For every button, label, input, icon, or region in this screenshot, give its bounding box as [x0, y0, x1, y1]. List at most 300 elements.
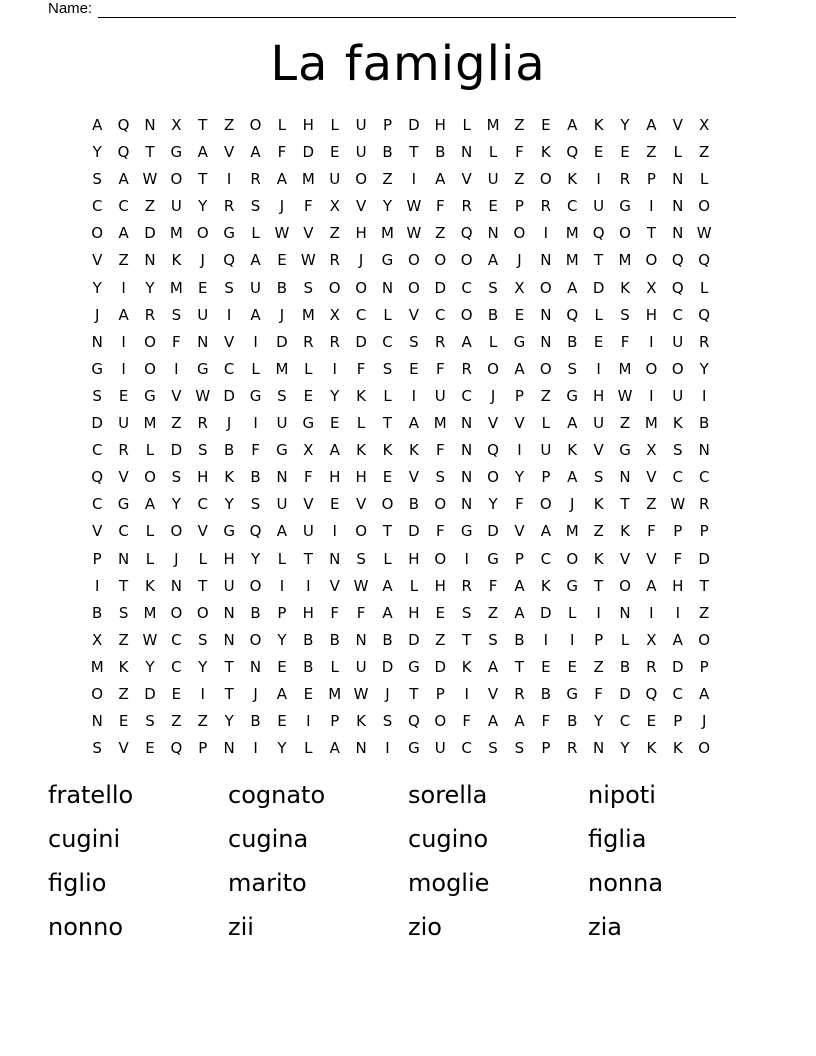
grid-letter: C	[171, 630, 182, 649]
grid-letter: N	[593, 739, 605, 758]
grid-letter: A	[118, 224, 129, 243]
grid-letter: J	[490, 386, 496, 405]
grid-letter: I	[121, 332, 126, 351]
grid-letter: A	[250, 143, 261, 162]
grid-letter: C	[566, 197, 578, 216]
grid-letter: A	[435, 170, 446, 189]
grid-letter: V	[514, 522, 525, 541]
grid-letter: L	[251, 224, 260, 243]
grid-letter: N	[355, 739, 367, 758]
grid-letter: T	[409, 684, 419, 703]
grid-letter: Q	[698, 305, 711, 324]
grid-letter: N	[698, 441, 710, 460]
grid-letter: Y	[514, 468, 525, 487]
grid-letter: I	[306, 712, 311, 731]
grid-letter: Z	[144, 197, 156, 216]
grid-letter: T	[646, 224, 656, 243]
grid-letter: V	[355, 495, 367, 514]
grid-letter: O	[513, 224, 526, 243]
grid-letter: L	[330, 657, 339, 676]
grid-letter: B	[250, 712, 261, 731]
grid-letter: K	[672, 414, 683, 433]
grid-letter: T	[303, 549, 313, 568]
grid-letter: N	[223, 739, 235, 758]
grid-letter: R	[698, 495, 710, 514]
grid-letter: Z	[487, 603, 499, 622]
grid-letter: C	[461, 739, 472, 758]
grid-letter: D	[672, 657, 684, 676]
grid-letter: Y	[92, 143, 102, 162]
grid-letter: Q	[223, 251, 236, 270]
grid-letter: Q	[671, 278, 684, 297]
grid-letter: A	[250, 251, 261, 270]
grid-letter: R	[461, 197, 472, 216]
grid-letter: Q	[91, 468, 104, 487]
grid-letter: A	[382, 576, 393, 595]
grid-letter: S	[435, 468, 446, 487]
grid-letter: B	[540, 684, 551, 703]
grid-letter: T	[145, 143, 155, 162]
grid-letter: K	[540, 576, 551, 595]
grid-letter: V	[118, 739, 129, 758]
grid-letter: L	[488, 143, 498, 162]
grid-letter: E	[303, 684, 314, 703]
grid-letter: O	[328, 278, 341, 297]
grid-letter: T	[409, 143, 419, 162]
grid-letter: C	[355, 305, 367, 324]
grid-letter: R	[567, 739, 578, 758]
grid-letter: E	[593, 143, 604, 162]
grid-letter: A	[461, 332, 472, 351]
grid-letter: I	[121, 359, 126, 378]
grid-row	[84, 518, 734, 545]
grid-letter: R	[461, 576, 472, 595]
grid-letter: R	[540, 197, 552, 216]
grid-letter: D	[434, 278, 447, 297]
grid-letter: V	[487, 684, 499, 703]
grid-letter: T	[119, 576, 129, 595]
word-bank-item: figlia	[588, 825, 647, 853]
grid-letter: B	[699, 414, 710, 433]
grid-letter: N	[170, 576, 182, 595]
grid-letter: O	[434, 251, 447, 270]
grid-letter: K	[540, 143, 551, 162]
grid-letter: Z	[699, 603, 710, 622]
grid-row	[84, 573, 734, 600]
grid-letter: D	[144, 684, 156, 703]
grid-letter: C	[118, 197, 129, 216]
grid-letter: C	[197, 495, 208, 514]
grid-letter: V	[329, 576, 340, 595]
grid-letter: Z	[646, 143, 657, 162]
grid-letter: X	[646, 630, 657, 649]
grid-letter: E	[171, 684, 182, 703]
grid-letter: U	[355, 143, 367, 162]
grid-letter: Y	[620, 116, 630, 134]
grid-letter: I	[306, 576, 311, 595]
grid-letter: N	[540, 332, 552, 351]
grid-letter: Y	[92, 278, 102, 297]
grid-letter: G	[513, 332, 526, 351]
grid-letter: E	[118, 386, 129, 405]
grid-letter: O	[645, 251, 658, 270]
grid-letter: O	[196, 224, 209, 243]
grid-letter: C	[118, 522, 129, 541]
grid-letter: I	[701, 386, 707, 405]
grid-letter: G	[196, 359, 209, 378]
grid-row	[84, 356, 734, 383]
grid-letter: G	[170, 143, 183, 162]
grid-letter: A	[329, 739, 340, 758]
grid-letter: V	[224, 143, 235, 162]
grid-letter: J	[253, 684, 258, 703]
grid-row	[84, 627, 734, 654]
grid-letter: O	[566, 549, 579, 568]
grid-letter: I	[226, 305, 232, 324]
grid-letter: D	[592, 278, 605, 297]
grid-letter: P	[435, 684, 445, 703]
grid-letter: L	[304, 359, 313, 378]
grid-row	[84, 302, 734, 329]
grid-letter: L	[488, 332, 498, 351]
grid-letter: C	[672, 684, 684, 703]
grid-letter: S	[92, 170, 102, 189]
grid-letter: X	[699, 116, 710, 134]
grid-letter: D	[223, 386, 235, 405]
grid-row	[84, 383, 734, 410]
grid-letter: H	[355, 468, 367, 487]
grid-letter: M	[169, 278, 183, 297]
grid-letter: F	[251, 441, 260, 460]
grid-letter: S	[620, 305, 630, 324]
grid-letter: E	[620, 143, 630, 162]
grid-letter: G	[144, 386, 156, 405]
grid-letter: N	[91, 712, 103, 731]
grid-letter: A	[118, 170, 129, 189]
grid-letter: W	[353, 684, 369, 703]
grid-letter: D	[381, 657, 394, 676]
grid-letter: A	[118, 305, 129, 324]
grid-letter: E	[329, 414, 340, 433]
grid-letter: B	[487, 305, 499, 324]
grid-letter: U	[276, 414, 288, 433]
grid-letter: H	[672, 576, 684, 595]
grid-letter: L	[304, 739, 313, 758]
grid-letter: I	[596, 359, 601, 378]
grid-letter: O	[249, 630, 262, 649]
grid-letter: C	[540, 549, 552, 568]
grid-letter: F	[435, 197, 445, 216]
grid-letter: F	[647, 522, 656, 541]
grid-row	[84, 329, 734, 356]
grid-letter: O	[170, 522, 183, 541]
word-bank-item: cugini	[48, 825, 121, 853]
grid-row	[84, 410, 734, 437]
grid-letter: J	[701, 712, 707, 731]
grid-letter: Q	[566, 143, 579, 162]
grid-letter: S	[593, 468, 604, 487]
grid-letter: K	[356, 386, 367, 405]
grid-letter: I	[649, 603, 654, 622]
word-bank-item: nipoti	[588, 781, 656, 809]
grid-letter: M	[565, 522, 579, 541]
word-bank-item: marito	[228, 869, 307, 897]
grid-letter: I	[649, 386, 654, 405]
grid-letter: S	[488, 739, 498, 758]
grid-letter: A	[672, 630, 683, 649]
grid-letter: W	[696, 224, 712, 243]
grid-letter: Z	[224, 116, 235, 134]
grid-letter: U	[672, 386, 684, 405]
grid-letter: O	[144, 332, 156, 351]
name-label: Name:	[48, 0, 93, 17]
grid-letter: Z	[514, 170, 525, 189]
grid-letter: G	[249, 386, 262, 405]
grid-letter: S	[224, 278, 234, 297]
grid-letter: F	[435, 522, 445, 541]
grid-letter: L	[277, 549, 287, 568]
grid-letter: N	[487, 224, 499, 243]
grid-letter: X	[646, 278, 657, 297]
grid-letter: Z	[171, 712, 182, 731]
grid-letter: L	[383, 549, 392, 568]
grid-letter: L	[277, 116, 287, 134]
grid-letter: V	[646, 468, 657, 487]
grid-letter: Y	[198, 657, 208, 676]
grid-letter: C	[223, 359, 235, 378]
grid-letter: F	[594, 684, 603, 703]
grid-letter: A	[250, 305, 261, 324]
grid-letter: C	[698, 468, 710, 487]
grid-letter: U	[118, 414, 130, 433]
grid-letter: V	[619, 549, 631, 568]
grid-letter: G	[117, 495, 130, 514]
grid-letter: I	[253, 739, 258, 758]
grid-letter: F	[435, 359, 445, 378]
grid-letter: O	[434, 549, 447, 568]
grid-letter: O	[645, 359, 658, 378]
grid-letter: W	[195, 386, 211, 405]
grid-letter: E	[409, 359, 419, 378]
grid-letter: D	[540, 603, 552, 622]
grid-letter: P	[277, 603, 287, 622]
grid-letter: H	[645, 305, 658, 324]
grid-letter: G	[566, 576, 579, 595]
grid-letter: Y	[330, 386, 340, 405]
grid-letter: E	[303, 386, 314, 405]
grid-letter: V	[408, 305, 420, 324]
word-search-grid	[84, 112, 734, 762]
grid-letter: N	[249, 657, 262, 676]
word-bank-item: figlio	[48, 869, 107, 897]
grid-row	[84, 600, 734, 627]
grid-letter: Y	[145, 278, 155, 297]
grid-letter: H	[329, 468, 341, 487]
grid-letter: H	[434, 116, 446, 134]
grid-letter: T	[462, 630, 472, 649]
grid-letter: K	[646, 739, 657, 758]
grid-letter: A	[92, 116, 103, 134]
grid-letter: G	[302, 414, 315, 433]
grid-letter: H	[434, 576, 446, 595]
grid-letter: O	[144, 359, 156, 378]
grid-letter: Z	[118, 251, 129, 270]
grid-letter: W	[670, 495, 686, 514]
grid-letter: N	[197, 332, 209, 351]
grid-letter: V	[646, 549, 657, 568]
grid-letter: X	[171, 116, 182, 134]
grid-letter: Z	[593, 522, 604, 541]
grid-letter: W	[406, 224, 422, 243]
grid-letter: V	[355, 197, 367, 216]
grid-row	[84, 735, 734, 762]
grid-letter: O	[671, 359, 684, 378]
name-field	[48, 0, 736, 18]
grid-letter: C	[672, 305, 684, 324]
grid-letter: M	[565, 251, 579, 270]
grid-letter: L	[673, 143, 682, 162]
grid-letter: O	[249, 116, 262, 134]
grid-letter: B	[224, 441, 235, 460]
grid-letter: G	[566, 684, 579, 703]
grid-letter: O	[539, 170, 552, 189]
grid-letter: N	[672, 197, 684, 216]
grid-letter: L	[145, 441, 155, 460]
grid-letter: L	[462, 116, 471, 134]
grid-letter: Q	[117, 143, 130, 162]
grid-letter: S	[197, 630, 208, 649]
grid-letter: D	[619, 684, 631, 703]
grid-letter: L	[145, 522, 155, 541]
grid-letter: U	[329, 170, 341, 189]
grid-letter: H	[592, 386, 605, 405]
grid-letter: D	[302, 143, 315, 162]
grid-letter: I	[226, 170, 232, 189]
grid-letter: S	[145, 712, 155, 731]
grid-letter: N	[461, 468, 473, 487]
grid-letter: A	[567, 116, 578, 134]
grid-letter: R	[223, 197, 235, 216]
grid-letter: O	[407, 251, 420, 270]
word-bank-item: zia	[588, 913, 622, 941]
grid-letter: S	[118, 603, 129, 622]
grid-letter: Z	[646, 495, 657, 514]
grid-letter: I	[596, 170, 601, 189]
grid-letter: P	[699, 522, 709, 541]
grid-letter: K	[356, 441, 367, 460]
grid-letter: I	[94, 576, 100, 595]
grid-letter: B	[619, 657, 631, 676]
grid-letter: R	[303, 332, 314, 351]
grid-letter: F	[172, 332, 181, 351]
grid-letter: V	[224, 332, 235, 351]
grid-letter: W	[142, 630, 158, 649]
grid-letter: F	[304, 197, 313, 216]
grid-letter: R	[646, 657, 657, 676]
page-title: La famiglia	[270, 36, 546, 92]
word-bank-item: nonna	[588, 869, 664, 897]
grid-letter: E	[567, 657, 577, 676]
grid-letter: I	[279, 576, 285, 595]
grid-letter: U	[434, 386, 446, 405]
grid-letter: S	[382, 712, 393, 731]
grid-letter: R	[461, 359, 472, 378]
grid-letter: C	[382, 332, 393, 351]
grid-letter: M	[618, 359, 632, 378]
grid-letter: B	[382, 630, 393, 649]
grid-letter: A	[144, 495, 156, 514]
grid-letter: R	[197, 414, 208, 433]
grid-row	[84, 166, 734, 193]
grid-letter: U	[302, 522, 314, 541]
grid-letter: E	[514, 305, 525, 324]
grid-letter: E	[541, 116, 551, 134]
grid-letter: O	[196, 603, 209, 622]
grid-letter: Q	[407, 712, 420, 731]
grid-letter: B	[329, 630, 340, 649]
grid-letter: E	[277, 251, 287, 270]
grid-letter: E	[118, 712, 129, 731]
grid-row	[84, 139, 734, 166]
grid-letter: G	[619, 441, 631, 460]
grid-letter: N	[117, 549, 130, 568]
grid-letter: A	[329, 441, 340, 460]
grid-letter: K	[382, 441, 393, 460]
grid-letter: B	[567, 332, 578, 351]
grid-letter: K	[593, 495, 604, 514]
grid-letter: E	[593, 332, 604, 351]
grid-letter: Z	[197, 712, 208, 731]
grid-letter: E	[488, 197, 498, 216]
grid-letter: N	[144, 116, 156, 134]
grid-letter: V	[118, 468, 129, 487]
grid-row	[84, 681, 734, 708]
grid-letter: V	[672, 116, 683, 134]
grid-letter: U	[276, 495, 288, 514]
grid-letter: J	[570, 495, 575, 514]
grid-letter: U	[593, 197, 605, 216]
grid-letter: Q	[460, 224, 473, 243]
grid-letter: P	[673, 522, 683, 541]
grid-letter: O	[487, 468, 499, 487]
grid-letter: Y	[699, 359, 709, 378]
grid-letter: R	[250, 170, 261, 189]
grid-row	[84, 220, 734, 247]
grid-letter: U	[434, 739, 446, 758]
grid-letter: J	[279, 305, 285, 324]
grid-letter: T	[699, 576, 709, 595]
grid-letter: C	[461, 386, 472, 405]
grid-letter: P	[198, 739, 208, 758]
grid-letter: I	[570, 630, 575, 649]
grid-letter: P	[330, 712, 340, 731]
grid-letter: I	[174, 359, 179, 378]
grid-letter: D	[434, 657, 447, 676]
grid-letter: D	[170, 441, 183, 460]
grid-letter: X	[646, 441, 657, 460]
grid-letter: F	[304, 468, 313, 487]
grid-letter: Y	[250, 549, 261, 568]
grid-letter: F	[435, 441, 445, 460]
grid-letter: O	[539, 495, 552, 514]
grid-letter: O	[91, 684, 104, 703]
grid-letter: D	[408, 522, 420, 541]
grid-letter: Q	[671, 251, 684, 270]
grid-letter: E	[541, 657, 551, 676]
grid-letter: V	[303, 495, 314, 514]
grid-letter: B	[303, 630, 314, 649]
grid-row	[84, 546, 734, 573]
